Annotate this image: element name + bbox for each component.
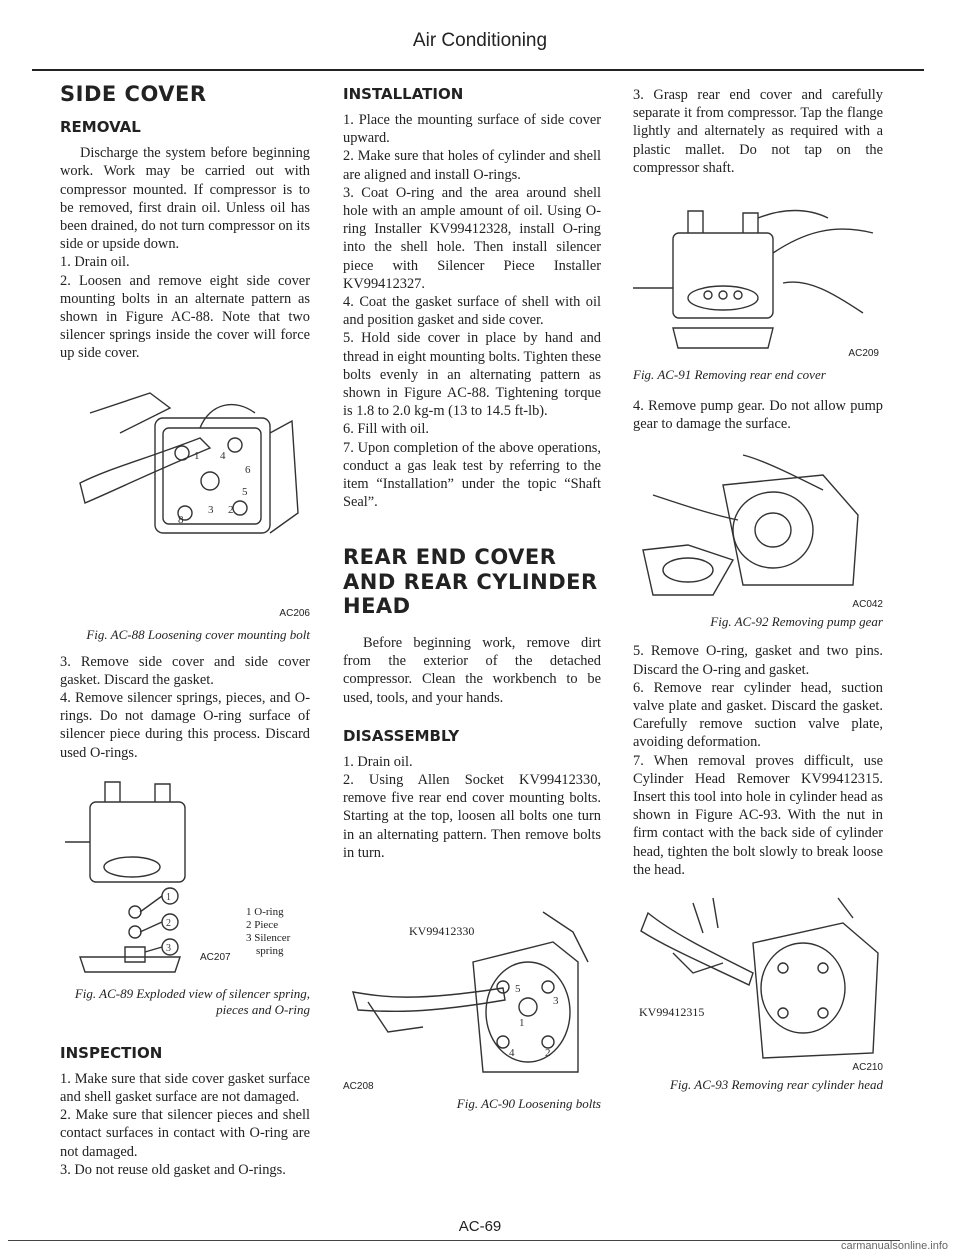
figure-ac-92 (633, 445, 883, 610)
figure-ac-89 (60, 772, 310, 982)
rear-cover-step: 7. When removal proves difficult, use Cylinder Head Remover KV99412315. Insert this tool into hole in cylinder head as shown in Figure AC-93. With the nut in firm contact with the back side of cylinder head, tighten the bolt slowly to break loose the head. (633, 752, 883, 878)
fig89-code: AC207 (200, 951, 231, 963)
svg-text:5: 5 (515, 982, 521, 995)
svg-text:2: 2 (545, 1046, 551, 1059)
installation-step: 6. Fill with oil. (343, 421, 429, 438)
inspection-step: 1. Make sure that side cover gasket surface and shell gasket surface are not damaged. (60, 1070, 310, 1105)
svg-text:8: 8 (178, 513, 184, 526)
fig89-caption: Fig. AC-89 Exploded view of silencer spring, pieces and O-ring (74, 985, 310, 1017)
header-rule (32, 69, 924, 71)
page-header: Air Conditioning (412, 30, 548, 51)
rear-cover-step: 3. Grasp rear end cover and carefully separate it from compressor. Tap the flange lightly and alternately as required with a plastic mallet. Do not tap on the compressor shaft. (633, 87, 883, 176)
heading-removal: REMOVAL (60, 118, 141, 137)
svg-text:4: 4 (509, 1046, 515, 1059)
fig92-illustration (633, 445, 883, 610)
section-title-rear-end-cover: REAR END COVER AND REAR CYLINDER HEAD (343, 545, 598, 618)
removal-step: 1. Drain oil. (60, 254, 130, 271)
inspection-step: 3. Do not reuse old gasket and O-rings. (60, 1161, 286, 1178)
rear-cover-step: 6. Remove rear cylinder head, suction valve plate and gasket. Discard the gasket. Carefully remove suction valve plate, avoiding deformation. (633, 679, 883, 751)
legend-item: 3 Silencer (246, 931, 291, 944)
legend-item: 1 O-ring (246, 905, 284, 918)
column-1 (60, 82, 310, 1179)
svg-text:3: 3 (208, 503, 214, 516)
fig93-caption: Fig. AC-93 Removing rear cylinder head (669, 1077, 883, 1093)
fig90-caption: Fig. AC-90 Loosening bolts (456, 1095, 601, 1111)
figure-ac-91 (633, 193, 883, 363)
fig88-illustration (60, 373, 310, 623)
heading-disassembly: DISASSEMBLY (343, 726, 460, 745)
fig92-code: AC042 (852, 599, 883, 611)
inspection-step: 2. Make sure that silencer pieces and shell contact surfaces in contact with O-ring are not damaged. (60, 1107, 310, 1160)
fig88-code: AC206 (279, 607, 310, 619)
installation-step: 5. Hold side cover in place by hand and thread in eight mounting bolts. Tighten these bolts evenly in an alternating pattern as shown in Figure AC-88. Tightening torque is 1.8 to 2.0 kg-m (13 to 14.5 ft-lb). (343, 330, 601, 420)
legend-item: spring (256, 944, 284, 957)
figure-ac-93 (633, 893, 883, 1073)
installation-step: 4. Coat the gasket surface of shell with oil and position gasket and side cover. (343, 294, 601, 329)
svg-text:3: 3 (166, 942, 171, 954)
svg-text:4: 4 (220, 449, 226, 462)
svg-text:1: 1 (166, 891, 171, 903)
svg-text:1: 1 (194, 449, 200, 462)
rear-cover-intro: Before beginning work, remove dirt from the exterior of the detached compressor. Clean the workbench to be used, tools, and your hands. (343, 634, 601, 706)
disassembly-step: 2. Using Allen Socket KV99412330, remove five rear end cover mounting bolts. Starting at the top, loosen all bolts one turn in an alternating pattern. Then remove bolts in turn. (343, 771, 601, 861)
fig93-code: AC210 (852, 1062, 883, 1074)
figure-ac-90 (343, 902, 601, 1092)
heading-inspection: INSPECTION (60, 1043, 163, 1062)
svg-text:6: 6 (245, 463, 251, 476)
installation-step: 7. Upon completion of the above operations, conduct a gas leak test by referring to the item “Installation” under the topic “Shaft Seal”. (343, 439, 601, 511)
svg-text:1: 1 (519, 1016, 525, 1029)
page-number: AC-69 (458, 1218, 502, 1235)
fig91-caption: Fig. AC-91 Removing rear end cover (633, 367, 826, 383)
svg-text:5: 5 (242, 485, 248, 498)
fig93-illustration (633, 893, 883, 1073)
fig88-caption: Fig. AC-88 Loosening cover mounting bolt (86, 626, 310, 642)
svg-text:3: 3 (553, 994, 559, 1007)
disassembly-step: 1. Drain oil. (343, 753, 413, 770)
legend-item: 2 Piece (246, 918, 279, 931)
fig90-tool-label: KV99412330 (409, 923, 475, 938)
removal-intro: Discharge the system before beginning work. Work may be carried out with compressor mounted. If compressor is to be removed, first drain oil. Unless oil has been drained, do not turn compressor on its side or upside down. (60, 145, 310, 253)
heading-installation: INSTALLATION (343, 85, 464, 103)
footer-rule (8, 1240, 900, 1241)
fig93-tool-label: KV99412315 (639, 1005, 705, 1020)
removal-step: 3. Remove side cover and side cover gasket. Discard the gasket. (60, 653, 310, 688)
fig92-caption: Fig. AC-92 Removing pump gear (710, 614, 883, 630)
column-2 (343, 82, 601, 1122)
fig90-code: AC208 (343, 1080, 374, 1092)
section-title-side-cover: SIDE COVER (60, 82, 207, 106)
rear-cover-step: 5. Remove O-ring, gasket and two pins. Discard the O-ring and gasket. (633, 643, 883, 678)
rear-cover-step: 4. Remove pump gear. Do not allow pump gear to damage the surface. (633, 398, 883, 433)
installation-step: 1. Place the mounting surface of side cover upward. (343, 112, 601, 147)
svg-text:2: 2 (228, 503, 234, 516)
figure-ac-88 (60, 373, 310, 623)
installation-step: 2. Make sure that holes of cylinder and shell are aligned and install O-rings. (343, 148, 601, 183)
fig89-legend (246, 906, 290, 958)
fig91-illustration (633, 193, 883, 363)
removal-step: 2. Loosen and remove eight side cover mounting bolts in an alternate pattern as shown in Figure AC-88. Note that two silencer springs inside the cover will force up side cover. (60, 272, 310, 362)
column-3 (633, 82, 883, 1103)
installation-step: 3. Coat O-ring and the area around shell hole with an ample amount of oil. Using O-ring Installer KV99412328, install O-ring into the shell hole. Then install silencer piece with Silencer Piece Installer KV99412327. (343, 184, 601, 292)
svg-text:2: 2 (166, 917, 171, 929)
fig91-code: AC209 (848, 348, 879, 360)
removal-step: 4. Remove silencer springs, pieces, and O-rings. Do not damage O-ring surface of silencer piece during this process. Discard used O-rings. (60, 689, 310, 761)
watermark: carmanualsonline.info (840, 1240, 948, 1252)
